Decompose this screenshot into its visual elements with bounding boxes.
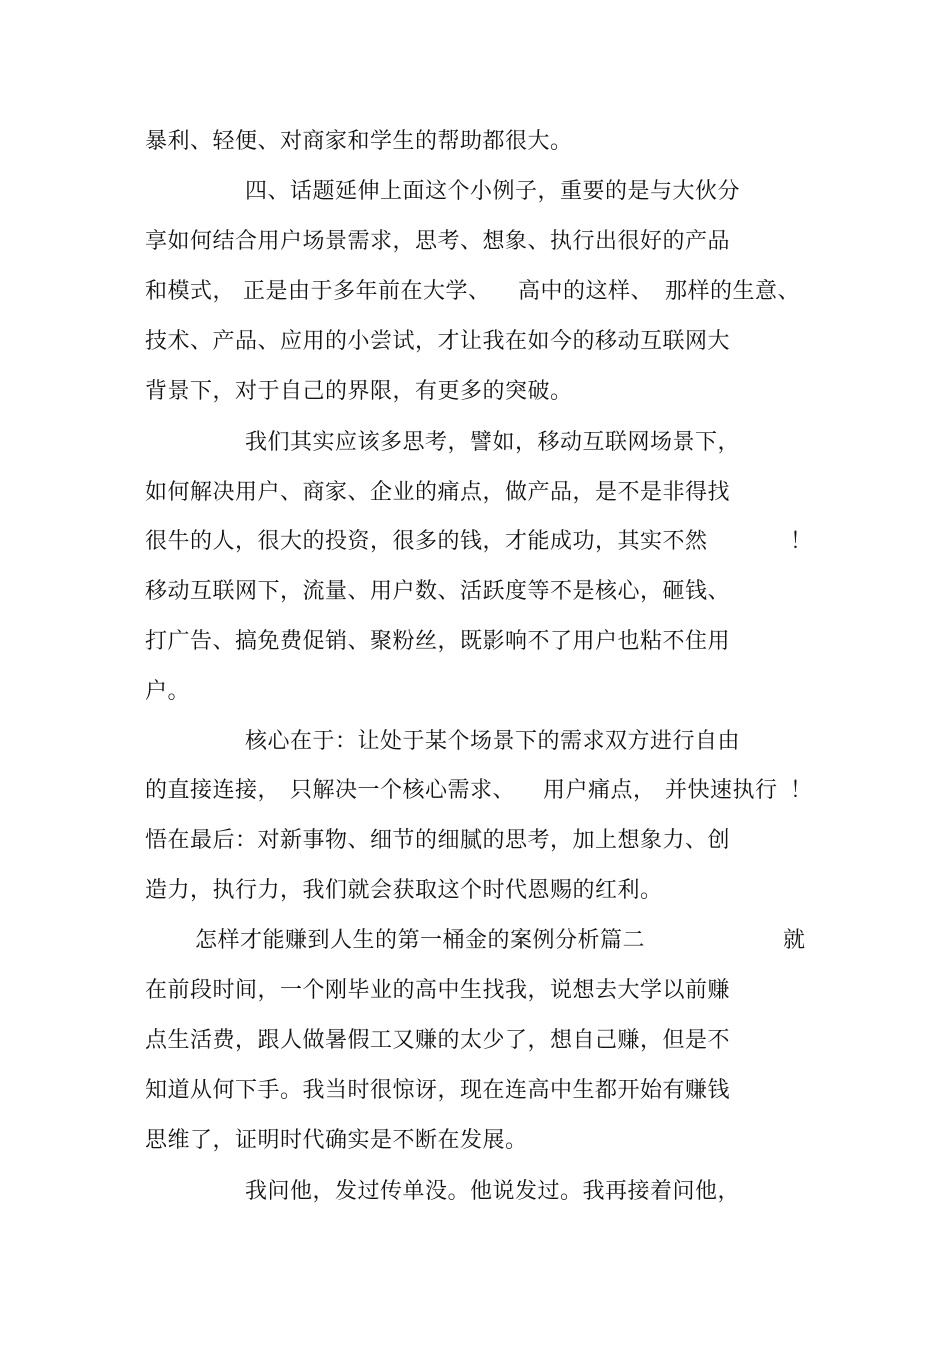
text-line: 在前段时间，一个刚毕业的高中生找我，说想去大学以前赚 [145,978,731,1003]
text-line: 打广告、搞免费促销、聚粉丝，既影响不了用户也粘不住用 [145,629,731,654]
text-line: 移动互联网下，流量、用户数、活跃度等不是核心，砸钱、 [145,579,731,604]
text-line: 造力，执行力，我们就会获取这个时代恩赐的红利。 [145,878,663,903]
text-line: 我们其实应该多思考，譬如，移动互联网场景下， [245,430,741,455]
text-line: 四、话题延伸上面这个小例子，重要的是与大伙分 [245,179,741,204]
text-line: 用户痛点， [543,778,656,803]
text-line: 悟在最后：对新事物、细节的细腻的思考，加上想象力、创 [145,828,731,853]
text-line: ！ [790,529,813,554]
text-line: 背景下，对于自己的界限，有更多的突破。 [145,379,573,404]
text-line: 和模式， [145,279,236,304]
text-line: 技术、产品、应用的小尝试，才让我在如今的移动互联网大 [145,329,731,354]
text-line: 那样的生意、 [665,279,801,304]
text-line: 享如何结合用户场景需求，思考、想象、执行出很好的产品 [145,229,731,254]
text-line: 就 [783,928,806,953]
section-heading: 怎样才能赚到人生的第一桶金的案例分析篇二 [195,928,646,953]
text-line: 思维了，证明时代确实是不断在发展。 [145,1128,528,1153]
text-line: 我问他，发过传单没。他说发过。我再接着问他， [245,1179,741,1204]
text-line: 如何解决用户、商家、企业的痛点，做产品，是不是非得找 [145,480,731,505]
text-line: 很牛的人，很大的投资，很多的钱，才能成功，其实不然 [145,529,708,554]
text-line: 暴利、轻便、对商家和学生的帮助都很大。 [145,129,573,154]
text-line: 只解决一个核心需求、 [290,778,516,803]
text-line: 并快速执行 [665,778,778,803]
text-line: 点生活费，跟人做暑假工又赚的太少了，想自己赚，但是不 [145,1028,731,1053]
text-line: 正是由于多年前在大学、 [243,279,491,304]
text-line: 核心在于：让处于某个场景下的需求双方进行自由 [245,729,741,754]
text-line: 户。 [145,679,191,704]
text-line: ！ [790,778,813,803]
text-line: 高中的这样、 [518,279,654,304]
text-line: 知道从何下手。我当时很惊讶，现在连高中生都开始有赚钱 [145,1078,731,1103]
text-line: 的直接连接， [145,778,281,803]
